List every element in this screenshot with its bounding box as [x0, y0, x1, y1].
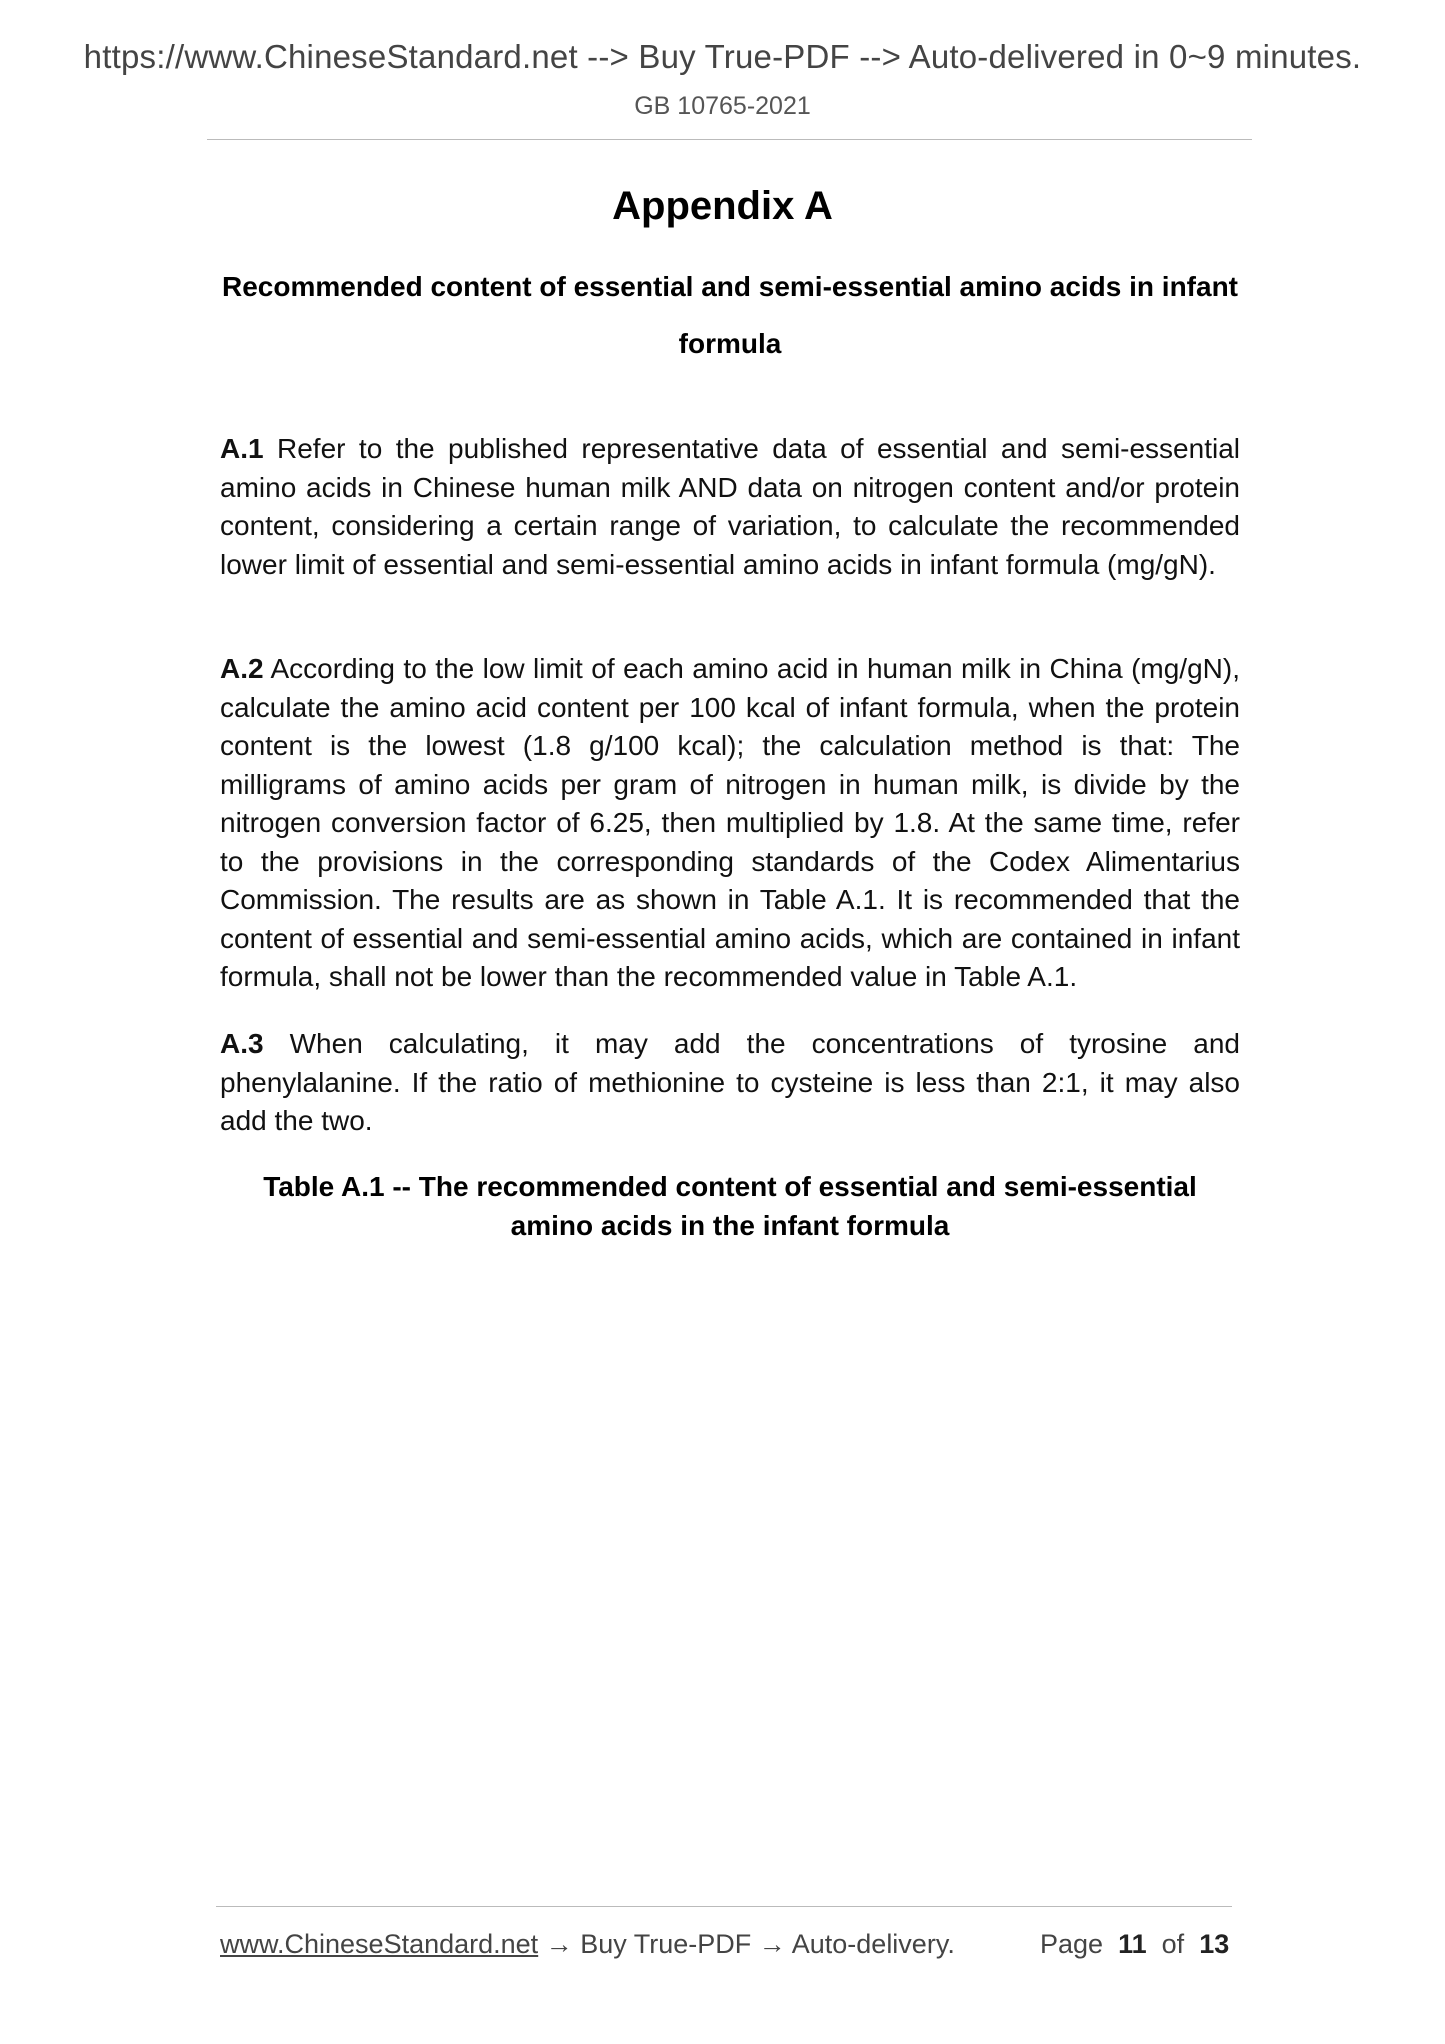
table-caption: Table A.1 -- The recommended content of essential and semi-essential amino acids in the infant formula: [263, 1171, 1197, 1241]
section-text: When calculating, it may add the concentrations of tyrosine and phenylalanine. If the ratio of methionine to cysteine is less than 2:1, it may also add the two.: [220, 1028, 1240, 1136]
footer-promo: [220, 1929, 955, 1960]
page-indicator: [1040, 1929, 1229, 1960]
footer-promo-text: → Buy True-PDF → Auto-delivery.: [538, 1929, 955, 1959]
page-current: 11: [1118, 1929, 1147, 1959]
footer-site-link[interactable]: www.ChineseStandard.net: [220, 1929, 539, 1959]
section-a2: [220, 650, 1240, 997]
site-banner: https://www.ChineseStandard.net --> Buy True-PDF --> Auto-delivered in 0~9 minutes.: [83, 38, 1362, 75]
section-a3: [220, 1025, 1240, 1141]
footer-divider: [216, 1906, 1232, 1907]
section-label: A.2: [220, 653, 264, 684]
page-label: Page: [1040, 1929, 1104, 1959]
page-total: 13: [1199, 1929, 1230, 1959]
section-label: A.1: [220, 433, 264, 464]
standard-code: GB 10765-2021: [634, 92, 811, 120]
page-of: of: [1161, 1929, 1185, 1959]
section-text: According to the low limit of each amino acid in human milk in China (mg/gN), calculate the amino acid content per 100 kcal of infant formula, when the protein content is the lowest (1.8 g/100 kcal); the calculation method is that: The milligrams of amino acids per gram of nitrogen in human milk, is divide by the nitrogen conversion factor of 6.25, then multiplied by 1.8. At the same time, refer to the provisions in the corresponding standards of the Codex Alimentarius Commission. The results are as shown in Table A.1. It is recommended that the content of essential and semi-essential amino acids, which are contained in infant formula, shall not be lower than the recommended value in Table A.1.: [220, 653, 1240, 992]
header-divider: [207, 139, 1252, 140]
section-text: Refer to the published representative data of essential and semi-essential amino acids in Chinese human milk AND data on nitrogen content and/or protein content, considering a certain range of variation, to calculate the recommended lower limit of essential and semi-essential amino acids in infant formula (mg/gN).: [220, 433, 1240, 580]
section-a1: [220, 430, 1240, 584]
section-label: A.3: [220, 1028, 264, 1059]
appendix-title: Appendix A: [612, 184, 833, 228]
appendix-subtitle: Recommended content of essential and semi-essential amino acids in infant formula: [221, 271, 1239, 359]
